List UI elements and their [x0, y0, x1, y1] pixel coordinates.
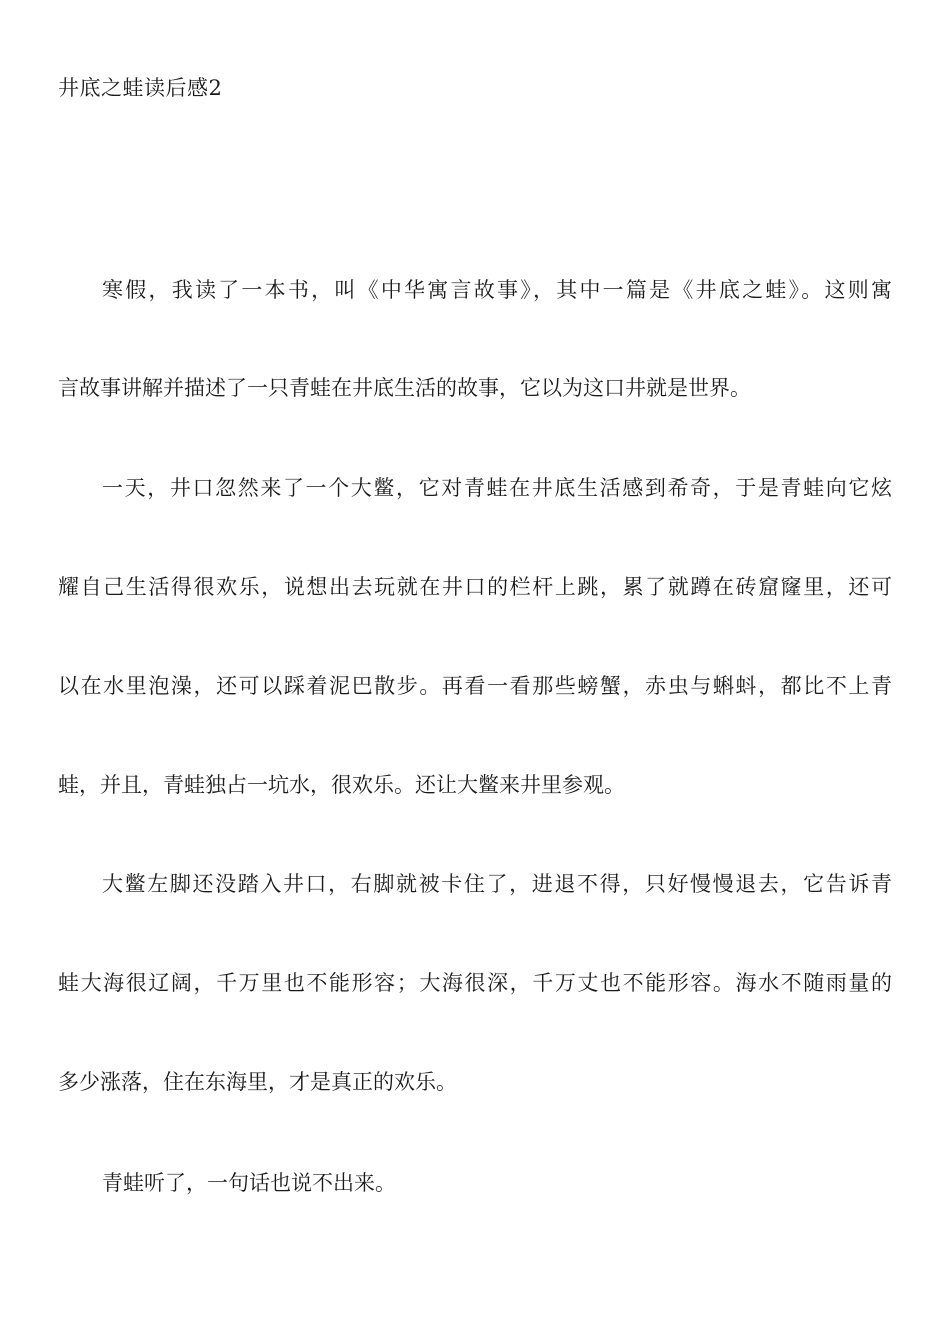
paragraph-3-line-3: 多少涨落，住在东海里，才是真正的欢乐。: [58, 1070, 457, 1094]
paragraph-2-line-1: 一天，井口忽然来了一个大鳖，它对青蛙在井底生活感到希奇，于是青蛙向它炫: [102, 476, 892, 500]
paragraph-1-line-1: 寒假，我读了一本书，叫《中华寓言故事》，其中一篇是《井底之蛙》。这则寓: [102, 278, 892, 302]
paragraph-3-line-2: 蛙大海很辽阔，千万里也不能形容；大海很深，千万丈也不能形容。海水不随雨量的: [58, 971, 892, 995]
paragraph-3-line-1: 大鳖左脚还没踏入井口，右脚就被卡住了，进退不得，只好慢慢退去，它告诉青: [102, 872, 892, 896]
paragraph-2-line-2: 耀自己生活得很欢乐，说想出去玩就在井口的栏杆上跳，累了就蹲在砖窟窿里，还可: [58, 575, 892, 599]
paragraph-4-line-1: 青蛙听了，一句话也说不出来。: [102, 1171, 396, 1195]
document-title: 井底之蛙读后感2: [58, 76, 223, 100]
paragraph-1-line-2: 言故事讲解并描述了一只青蛙在井底生活的故事，它以为这口井就是世界。: [58, 376, 751, 400]
paragraph-2-line-4: 蛙，并且，青蛙独占一坑水，很欢乐。还让大鳖来井里参观。: [58, 773, 625, 797]
paragraph-2-line-3: 以在水里泡澡，还可以踩着泥巴散步。再看一看那些螃蟹，赤虫与蝌蚪，都比不上青: [58, 674, 892, 698]
